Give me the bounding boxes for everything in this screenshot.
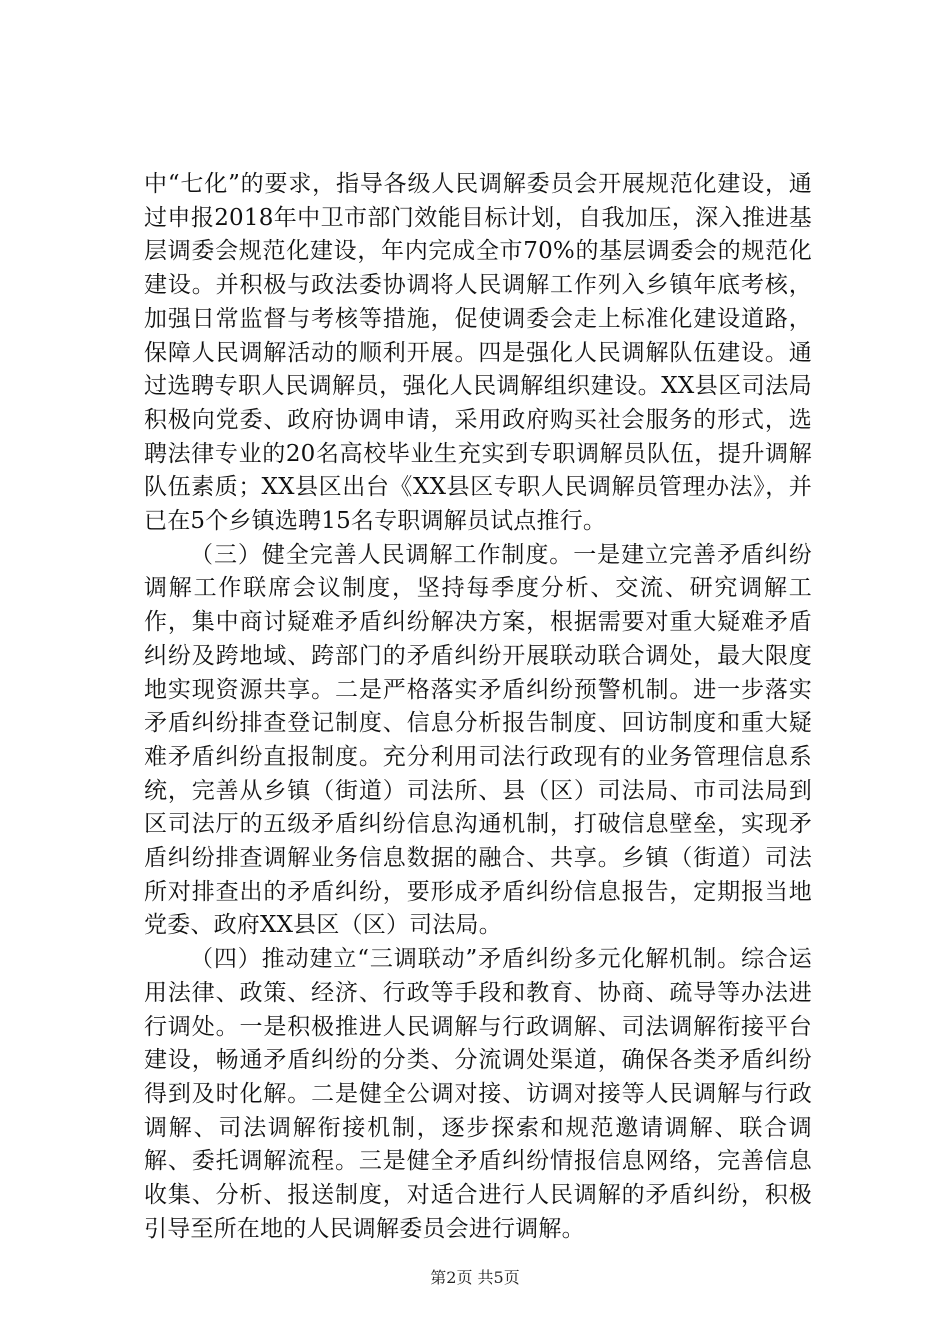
page-footer bbox=[0, 1265, 950, 1288]
paragraph-3: （四）推动建立“三调联动”矛盾纠纷多元化解机制。综合运用法律、政策、经济、行政等手段和教育、协商、疏导等办法进行调处。一是积极推进人民调解与行政调解、司法调解衔接平台建设，畅通矛盾纠纷的分类、分流调处渠道，确保各类矛盾纠纷得到及时化解。二是健全公调对接、访调对接等人民调解与行政调解、司法调解衔接机制，逐步探索和规范邀请调解、联合调解、委托调解流程。三是健全矛盾纠纷情报信息网络，完善信息收集、分析、报送制度，对适合进行人民调解的矛盾纠纷，积极引导至所在地的人民调解委员会进行调解。 bbox=[144, 946, 812, 1242]
paragraph-2: （三）健全完善人民调解工作制度。一是建立完善矛盾纠纷调解工作联席会议制度，坚持每季度分析、交流、研究调解工作，集中商讨疑难矛盾纠纷解决方案，根据需要对重大疑难矛盾纠纷及跨地域、跨部门的矛盾纠纷开展联动联合调处，最大限度地实现资源共享。二是严格落实矛盾纠纷预警机制。进一步落实矛盾纠纷排查登记制度、信息分析报告制度、回访制度和重大疑难矛盾纠纷直报制度。充分利用司法行政现有的业务管理信息系统，完善从乡镇（街道）司法所、县（区）司法局、市司法局到区司法厅的五级矛盾纠纷信息沟通机制，打破信息壁垒，实现矛盾纠纷排查调解业务信息数据的融合、共享。乡镇（街道）司法所对排查出的矛盾纠纷，要形成矛盾纠纷信息报告，定期报当地党委、政府XX县区（区）司法局。 bbox=[144, 541, 812, 939]
page-number: 第2页 共5页 bbox=[430, 1268, 520, 1287]
paragraph-1: 中“七化”的要求，指导各级人民调解委员会开展规范化建设，通过申报2018年中卫市部门效能目标计划，自我加压，深入推进基层调委会规范化建设，年内完成全市70%的基层调委会的规范化建设。并积极与政法委协调将人民调解工作列入乡镇年底考核，加强日常监督与考核等措施，促使调委会走上标准化建设道路，保障人民调解活动的顺利开展。四是强化人民调解队伍建设。通过选聘专职人民调解员，强化人民调解组织建设。XX县区司法局积极向党委、政府协调申请，采用政府购买社会服务的形式，选聘法律专业的20名高校毕业生充实到专职调解员队伍，提升调解队伍素质；XX县区出台《XX县区专职人民调解员管理办法》，并已在5个乡镇选聘15名专职调解员试点推行。 bbox=[144, 171, 812, 535]
document-body bbox=[144, 168, 812, 1247]
